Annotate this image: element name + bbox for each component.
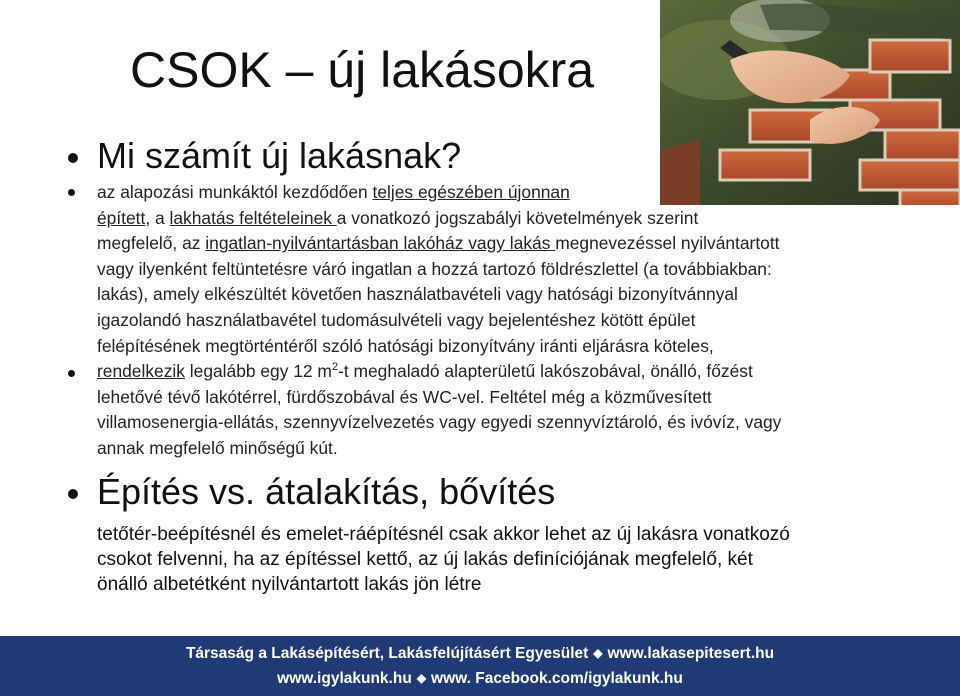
new-flat-definition	[97, 180, 877, 462]
text-run: a vonatkozó jogszabályi követelmények szerint	[336, 207, 699, 228]
text-run-underlined: teljes egészében újonnan	[372, 182, 570, 202]
footer-link[interactable]: www.lakasepitesert.hu	[607, 645, 775, 662]
text-line: felépítésének megtörténtéről szóló hatósági bizonyítvány iránti eljárásra köteles,	[97, 335, 714, 356]
bullet-icon	[68, 189, 75, 196]
text-line: villamosenergia-ellátás, szennyvízelvezetés vagy egyedi szennyvíztároló, és ivóvíz, vagy	[97, 412, 782, 433]
bricklaying-photo	[660, 0, 960, 205]
text-run: megnevezéssel nyilvántartott	[555, 233, 780, 254]
section-heading-construction: Építés vs. átalakítás, bővítés	[97, 471, 556, 512]
text-run-underlined: épített	[97, 207, 146, 228]
bullet-icon	[68, 489, 78, 499]
bullet-icon	[68, 370, 75, 377]
text-run: megfelelő, az	[97, 233, 206, 254]
diamond-icon: ◆	[593, 646, 603, 660]
footer-link[interactable]: www.igylakunk.hu	[277, 670, 412, 687]
text-line	[97, 231, 877, 257]
footer-bar	[0, 636, 960, 696]
text-run: -t meghaladó alapterületű lakószobával, önálló, főzést	[338, 361, 753, 382]
section-heading-new-flat: Mi számít új lakásnak?	[97, 135, 462, 176]
text-line: vagy ilyenként feltüntetésre váró ingatlan a hozzá tartozó földrészlettel (a továbbiakban:	[97, 258, 772, 279]
footer-row	[0, 641, 960, 666]
text-run-underlined: ingatlan-nyilvántartásban lakóház vagy lakás	[205, 233, 556, 254]
text-line: tetőtér-beépítésnél és emelet-ráépítésnél csak akkor lehet az új lakásra vonatkozó	[97, 524, 790, 545]
text-line: lehetővé tévő lakótérrel, fürdőszobával és WC-vel. Feltétel még a közművesített	[97, 386, 712, 407]
text-run-underlined: rendelkezik	[97, 361, 185, 382]
text-run: az alapozási munkáktól kezdődően	[97, 182, 373, 202]
bullet-icon	[68, 153, 78, 163]
text-run-underlined: lakhatás feltételeinek	[169, 207, 337, 228]
footer-row	[0, 666, 960, 691]
footer-org-name: Társaság a Lakásépítésért, Lakásfelújításért Egyesület	[185, 645, 589, 662]
text-line: önálló albetétként nyilvántartott lakás jön létre	[97, 574, 482, 595]
text-line: csokot felvenni, ha az építéssel kettő, az új lakás definíciójának megfelelő, két	[97, 549, 753, 570]
footer-link[interactable]: www. Facebook.com/igylakunk.hu	[431, 670, 683, 687]
diamond-icon: ◆	[416, 671, 427, 685]
text-line	[97, 359, 877, 385]
text-run: , a	[145, 207, 170, 228]
text-line	[97, 180, 877, 206]
text-line: lakás), amely elkészültét követően használatbavételi vagy hatósági bizonyítvánnyal	[97, 284, 738, 305]
text-line	[97, 206, 877, 232]
text-run: legalább egy 12 m	[184, 361, 332, 382]
construction-explanation	[97, 522, 897, 597]
text-line: annak megfelelő minőségű kút.	[97, 437, 338, 458]
text-line: igazolandó használatbavétel tudomásulvételi vagy bejelentéshez kötött épület	[97, 309, 696, 330]
slide-title: CSOK – új lakásokra	[130, 42, 595, 98]
superscript: 2	[331, 361, 339, 374]
